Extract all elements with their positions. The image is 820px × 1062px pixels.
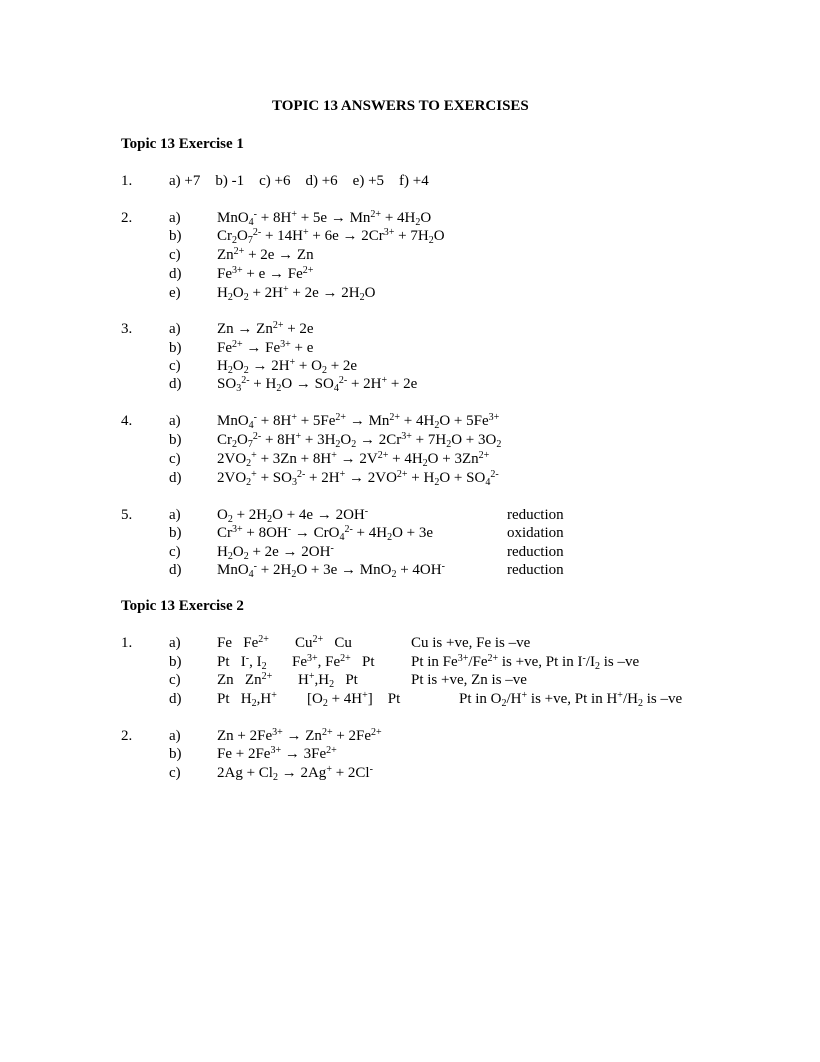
q2-equation-b: $Cr_2O_7^{2-} + 14H^+ + 6e \to 2Cr^{3+} + 7H_2O$ — [217, 227, 445, 246]
q5-type-b: oxidation — [507, 525, 564, 541]
q5-equation-d: $MnO_4^- + 2H_2O + 3e \to MnO_2 + 4OH^-$ — [217, 561, 445, 580]
ex2-q2-letter-a: a) — [169, 728, 181, 744]
ex2-q1-left-cell-a: Fe $Fe^{2+}$ — [217, 634, 269, 651]
ex2-q2-equation-c: $2Ag + Cl_2 \to 2Ag^+ + 2Cl^-$ — [217, 764, 373, 783]
q2-equation-d: $Fe^{3+} + e \to Fe^{2+}$ — [217, 265, 314, 282]
q3-equation-d: $SO_3^{2-} + H_2O \to SO_4^{2-} + 2H^+ + 2e$ — [217, 375, 418, 394]
ex2-q1-note-b: Pt in $Fe^{3+}/Fe^{2+}$ is +ve, Pt in $I^-/I_2$ is –ve — [411, 653, 640, 672]
q2-equation-c: $Zn^{2+} + 2e \to Zn$ — [217, 246, 314, 263]
q5-equation-b: $Cr^{3+} + 8OH^- \to CrO_4^{2-} + 4H_2O + 3e$ — [217, 524, 434, 543]
q3-equation-b: $Fe^{2+} \to Fe^{3+} + e$ — [217, 339, 314, 356]
q5-type-c: reduction — [507, 544, 564, 560]
q2-equation-e: $H_2O_2 + 2H^+ + 2e \to 2H_2O$ — [217, 284, 376, 303]
ex2-q2-equation-b: $Fe + 2Fe^{3+} \to 3Fe^{2+}$ — [217, 745, 337, 762]
ex2-q1-right-cell-c: $H^+,H_2$ Pt — [298, 671, 358, 690]
q2-letter-c: c) — [169, 247, 181, 263]
q4-letter-a: a) — [169, 413, 181, 429]
exercise-2-heading: Topic 13 Exercise 2 — [121, 598, 244, 614]
q4-letter-b: b) — [169, 432, 182, 448]
q2-number: 2. — [121, 210, 133, 226]
q1-number: 1. — [121, 173, 133, 189]
ex2-q1-right-cell-a: $Cu^{2+}$ Cu — [295, 634, 352, 651]
q5-letter-a: a) — [169, 507, 181, 523]
q3-letter-c: c) — [169, 358, 181, 374]
ex2-q2-number: 2. — [121, 728, 133, 744]
ex2-q2-letter-c: c) — [169, 765, 181, 781]
ex2-q2-equation-a: $Zn + 2Fe^{3+} \to Zn^{2+} + 2Fe^{2+}$ — [217, 727, 382, 744]
q3-number: 3. — [121, 321, 133, 337]
q2-letter-a: a) — [169, 210, 181, 226]
q4-letter-d: d) — [169, 470, 182, 486]
ex2-q1-right-cell-d: $[O_2 + 4H^+]$ Pt — [307, 690, 401, 709]
ex2-q1-number: 1. — [121, 635, 133, 651]
ex2-q1-letter-a: a) — [169, 635, 181, 651]
q5-letter-c: c) — [169, 544, 181, 560]
q4-number: 4. — [121, 413, 133, 429]
q5-type-a: reduction — [507, 507, 564, 523]
q5-type-d: reduction — [507, 562, 564, 578]
q2-letter-d: d) — [169, 266, 182, 282]
q4-equation-a: $MnO_4^- + 8H^+ + 5Fe^{2+} \to Mn^{2+} + 4H_2O + 5Fe^{3+}$ — [217, 412, 500, 431]
q3-letter-b: b) — [169, 340, 182, 356]
ex2-q1-note-c: Pt is +ve, Zn is –ve — [411, 672, 527, 688]
ex2-q1-letter-d: d) — [169, 691, 182, 707]
ex2-q1-letter-c: c) — [169, 672, 181, 688]
ex2-q2-letter-b: b) — [169, 746, 182, 762]
q4-equation-d: $2VO_2^+ + SO_3^{2-} + 2H^+ \to 2VO^{2+} + H_2O + SO_4^{2-}$ — [217, 469, 499, 488]
ex2-q1-left-cell-d: Pt $H_2,H^+$ — [217, 690, 277, 709]
q5-letter-d: d) — [169, 562, 182, 578]
ex2-q1-note-a: Cu is +ve, Fe is –ve — [411, 635, 531, 651]
page-title: TOPIC 13 ANSWERS TO EXERCISES — [272, 98, 529, 114]
q3-equation-c: $H_2O_2 \to 2H^+ + O_2 + 2e$ — [217, 357, 358, 376]
q1-answers: a) +7 b) -1 c) +6 d) +6 e) +5 f) +4 — [169, 173, 429, 189]
q3-equation-a: $Zn \to Zn^{2+} + 2e$ — [217, 320, 314, 337]
ex2-q1-letter-b: b) — [169, 654, 182, 670]
q3-letter-a: a) — [169, 321, 181, 337]
exercise-1-heading: Topic 13 Exercise 1 — [121, 136, 244, 152]
q4-equation-b: $Cr_2O_7^{2-} + 8H^+ + 3H_2O_2 \to 2Cr^{3+} + 7H_2O + 3O_2$ — [217, 431, 502, 450]
ex2-q1-left-cell-b: Pt I-, $I_2$ — [217, 653, 267, 672]
q2-letter-b: b) — [169, 228, 182, 244]
q2-letter-e: e) — [169, 285, 181, 301]
q3-letter-d: d) — [169, 376, 182, 392]
q5-number: 5. — [121, 507, 133, 523]
q4-letter-c: c) — [169, 451, 181, 467]
ex2-q1-note-d: Pt in $O_2/H^+$ is +ve, Pt in $H^+/H_2$ is –ve — [459, 690, 683, 709]
ex2-q1-right-cell-b: $Fe^{3+}$, $Fe^{2+}$ Pt — [292, 653, 375, 670]
q5-equation-a: $O_2 + 2H_2O + 4e \to 2OH^-$ — [217, 506, 369, 525]
q2-equation-a: $MnO_4^- + 8H^+ + 5e \to Mn^{2+} + 4H_2O$ — [217, 209, 432, 228]
q5-letter-b: b) — [169, 525, 182, 541]
q4-equation-c: $2VO_2^+ + 3Zn + 8H^+ \to 2V^{2+} + 4H_2O + 3Zn^{2+}$ — [217, 450, 490, 469]
ex2-q1-left-cell-c: Zn $Zn^{2+}$ — [217, 671, 273, 688]
q5-equation-c: $H_2O_2 + 2e \to 2OH^-$ — [217, 543, 334, 562]
